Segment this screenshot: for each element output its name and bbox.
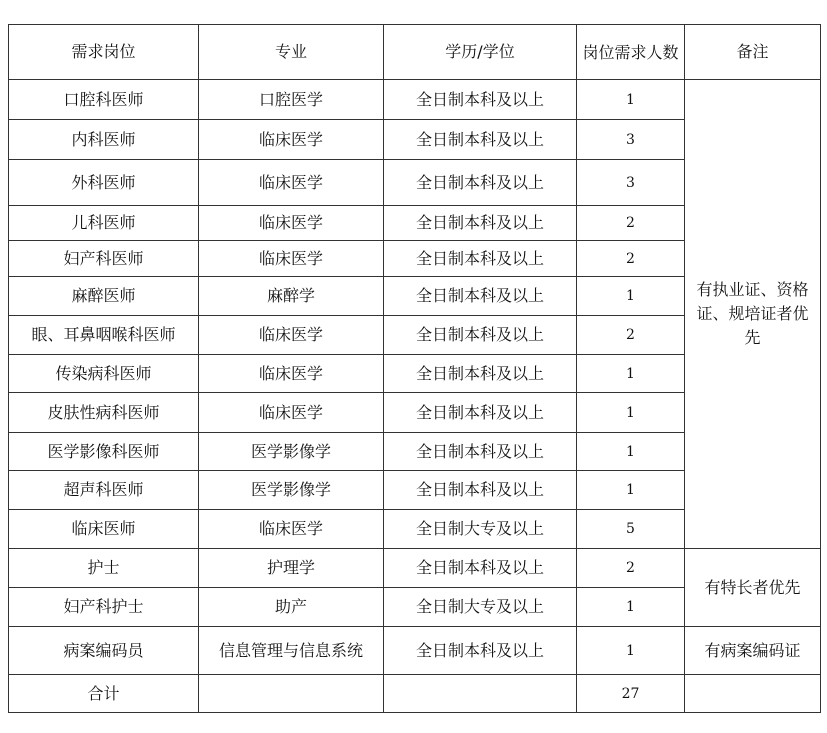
position-cell: 医学影像科医师 xyxy=(9,433,199,471)
education-cell: 全日制大专及以上 xyxy=(384,588,577,627)
major-cell: 临床医学 xyxy=(199,355,384,393)
major-cell: 护理学 xyxy=(199,549,384,588)
major-cell: 信息管理与信息系统 xyxy=(199,627,384,675)
header-position: 需求岗位 xyxy=(9,25,199,80)
position-cell: 皮肤性病科医师 xyxy=(9,393,199,433)
position-cell: 儿科医师 xyxy=(9,206,199,241)
count-cell: 1 xyxy=(577,393,685,433)
major-cell: 临床医学 xyxy=(199,206,384,241)
header-row xyxy=(9,25,821,80)
education-cell: 全日制本科及以上 xyxy=(384,80,577,120)
count-cell: 1 xyxy=(577,588,685,627)
count-cell: 1 xyxy=(577,355,685,393)
major-cell: 助产 xyxy=(199,588,384,627)
education-cell: 全日制本科及以上 xyxy=(384,277,577,316)
total-label: 合计 xyxy=(9,675,199,713)
position-cell: 妇产科医师 xyxy=(9,241,199,277)
major-cell: 临床医学 xyxy=(199,316,384,355)
major-cell: 临床医学 xyxy=(199,120,384,160)
education-cell: 全日制本科及以上 xyxy=(384,549,577,588)
remark-nurses: 有特长者优先 xyxy=(685,549,821,627)
header-major: 专业 xyxy=(199,25,384,80)
count-cell: 2 xyxy=(577,241,685,277)
position-cell: 外科医师 xyxy=(9,160,199,206)
major-cell: 临床医学 xyxy=(199,393,384,433)
header-count: 岗位需求人数 xyxy=(577,25,685,80)
position-cell: 眼、耳鼻咽喉科医师 xyxy=(9,316,199,355)
major-cell: 医学影像学 xyxy=(199,471,384,510)
total-row xyxy=(9,675,821,713)
count-cell: 1 xyxy=(577,471,685,510)
education-cell: 全日制本科及以上 xyxy=(384,120,577,160)
position-cell: 护士 xyxy=(9,549,199,588)
total-remark xyxy=(685,675,821,713)
position-cell: 麻醉医师 xyxy=(9,277,199,316)
count-cell: 3 xyxy=(577,160,685,206)
count-cell: 5 xyxy=(577,510,685,549)
major-cell: 临床医学 xyxy=(199,510,384,549)
education-cell: 全日制本科及以上 xyxy=(384,471,577,510)
education-cell: 全日制大专及以上 xyxy=(384,510,577,549)
count-cell: 1 xyxy=(577,80,685,120)
position-cell: 内科医师 xyxy=(9,120,199,160)
major-cell: 医学影像学 xyxy=(199,433,384,471)
position-cell: 超声科医师 xyxy=(9,471,199,510)
remark-doctors: 有执业证、资格证、规培证者优先 xyxy=(685,80,821,549)
count-cell: 1 xyxy=(577,433,685,471)
major-cell: 临床医学 xyxy=(199,160,384,206)
recruitment-table xyxy=(8,24,821,713)
position-cell: 临床医师 xyxy=(9,510,199,549)
education-cell: 全日制本科及以上 xyxy=(384,206,577,241)
education-cell: 全日制本科及以上 xyxy=(384,355,577,393)
education-cell: 全日制本科及以上 xyxy=(384,160,577,206)
table-row xyxy=(9,80,821,120)
position-cell: 传染病科医师 xyxy=(9,355,199,393)
education-cell: 全日制本科及以上 xyxy=(384,393,577,433)
education-cell: 全日制本科及以上 xyxy=(384,241,577,277)
position-cell: 妇产科护士 xyxy=(9,588,199,627)
table-row xyxy=(9,627,821,675)
position-cell: 口腔科医师 xyxy=(9,80,199,120)
header-remark: 备注 xyxy=(685,25,821,80)
count-cell: 2 xyxy=(577,316,685,355)
major-cell: 口腔医学 xyxy=(199,80,384,120)
education-cell: 全日制本科及以上 xyxy=(384,433,577,471)
remark-coder: 有病案编码证 xyxy=(685,627,821,675)
education-cell: 全日制本科及以上 xyxy=(384,627,577,675)
major-cell: 麻醉学 xyxy=(199,277,384,316)
count-cell: 2 xyxy=(577,206,685,241)
total-education xyxy=(384,675,577,713)
position-cell: 病案编码员 xyxy=(9,627,199,675)
total-count: 27 xyxy=(577,675,685,713)
education-cell: 全日制本科及以上 xyxy=(384,316,577,355)
count-cell: 2 xyxy=(577,549,685,588)
count-cell: 1 xyxy=(577,277,685,316)
major-cell: 临床医学 xyxy=(199,241,384,277)
header-education: 学历/学位 xyxy=(384,25,577,80)
table-row xyxy=(9,549,821,588)
count-cell: 1 xyxy=(577,627,685,675)
total-major xyxy=(199,675,384,713)
count-cell: 3 xyxy=(577,120,685,160)
